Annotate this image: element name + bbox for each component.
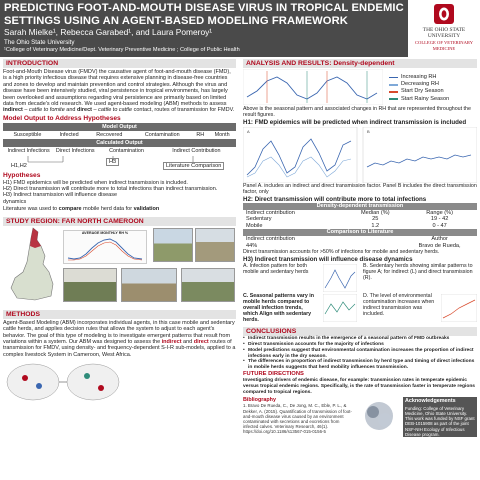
bibliography-heading: Bibliography [243, 397, 276, 404]
acknowledgements-text: Funding: College of Veterinary Medicine, Ohio State University. This work was funded by NSF grant DEB-1015908 as part of the joint NSF-NIH Ecology of Infectious Disease program. [405, 405, 475, 437]
conclusions-heading: CONCLUSIONS [243, 327, 477, 336]
conclusions-list [243, 336, 477, 371]
comparison-note: Direct transmission accounts for >50% of infections for mobile and sedentary herds. [243, 249, 440, 256]
panel-a-plot [323, 264, 357, 292]
methods-text: Agent-Based Modeling (ABM) incorporates individual agents, in this case mobile and sedentary cattle herds, and applies decision rules that allows the system to adjust to each agent's behavior. The goal of this type of modeling is to investigate emergent patterns that result from variations within a system. Our ABM was designed to assess the indirect and direct routes of transmission for FMDV, using density- and frequency-dependent S-I-R sub-models, applied to a complex livestock System in Cameroon, West Africa. [3, 319, 236, 358]
calculated-output-table [3, 147, 236, 155]
panel-c-plot [323, 294, 357, 322]
conclusion-item: • Model predictions suggest that environmental contamination increases the proportion of indirect infections early in the dry season. [243, 348, 477, 360]
seasonal-legend [389, 74, 449, 103]
cmp-value: 44% [246, 242, 258, 249]
panel-d-caption: D. The level of environmental contamination increases when indirect transmission was included. [363, 293, 435, 318]
legend-decreasing-rh: Decreasing RH [389, 81, 449, 88]
output-rh: RH [196, 132, 205, 139]
h2-result-heading: H2: Direct transmission will contribute more to total infections [243, 196, 427, 203]
row-sedentary: Sedentary [246, 216, 272, 223]
legend-start-dry: Start Dry Season [389, 88, 449, 95]
future-heading: FUTURE DIRECTIONS [243, 370, 304, 377]
cmp-col-author: Author [431, 235, 448, 242]
left-column [3, 57, 236, 480]
panel-c-caption: C. Seasonal patterns vary in mobile herds compared to overall infection trends, which Align with sedentary herds. [243, 293, 314, 324]
panel-d-plot [441, 294, 477, 322]
svg-text:A: A [247, 129, 250, 134]
conclusion-item: • Direct transmission accounts for the majority of infections [243, 342, 477, 348]
link-literature: Literature Comparison [163, 162, 224, 170]
h1-panels [243, 127, 477, 183]
hypothesis-links [3, 156, 236, 170]
output-infected: Infected [59, 132, 79, 139]
seasonal-rh-plot [243, 69, 383, 105]
poster-header [0, 0, 480, 57]
landscape-photo-2 [195, 228, 235, 262]
h1-caption: Panel A. includes an indirect and direct transmission factor. Panel B includes the direct transmission factor, only [243, 183, 477, 195]
conclusion-item: • The differences in proportion of indirect transmission by herd type and timing of direct infections in mobile herds suggests that herd mobility influences transmission. [243, 359, 477, 371]
calc-direct-infections: Direct Infections [55, 148, 95, 155]
h3-result-heading: H3) Indirect transmission will influence disease dynamics [243, 256, 413, 264]
study-region-figures [3, 226, 236, 304]
model-output-heading: Model Output to Address Hypotheses [3, 114, 121, 122]
literature-note: Literature was used to compare mobile herd data for validation [3, 206, 160, 213]
density-table-heading: Density-dependent transmission [243, 203, 477, 210]
sedentary-median: 25 [372, 216, 379, 223]
hypothesis-2: H2) Direct transmission will contribute more to total infections than indirect transmission. [3, 186, 218, 193]
output-recovered: Recovered [96, 132, 123, 139]
row-label: Indirect contribution [246, 209, 295, 216]
acknowledgements-heading: Acknowledgements [405, 398, 456, 405]
col-median: Median (%) [360, 209, 390, 216]
calc-contamination: Contamination [109, 148, 144, 155]
h1-result-heading: H1: FMD epidemics will be predicted when indirect transmission is included [243, 119, 467, 126]
output-susceptible: Susceptible [13, 132, 42, 139]
bibliography-ref: 1. Bravo De Rueda, C., De Jong, M. C., Eble, P. L., & Dekker, A. (2015). Quantification of transmission of foot-and-mouth disease virus caused by an environment contaminated with secretions and excretions from infected calves. Veterinary Research, 46(1). https://doi.org/10.1186/s13567-015-0156-5 [243, 403, 352, 435]
cmp-col-contribution: Indirect contribution [246, 235, 295, 242]
logo-university-name: THE OHIO STATE UNIVERSITY [422, 27, 466, 39]
output-contamination: Contamination [144, 132, 180, 139]
legend-swatch [389, 84, 398, 86]
row-mobile: Mobile [246, 222, 263, 229]
legend-increasing-rh: Increasing RH [389, 74, 449, 81]
university-logo [408, 0, 480, 57]
conclusion-item: • Indirect transmission results in the emergence of a seasonal pattern of FMD outbreaks [243, 336, 477, 342]
footer-area [243, 397, 477, 437]
model-output-bar: Model Output [3, 123, 236, 131]
study-region-heading: STUDY REGION: FAR NORTH CAMEROON [3, 217, 236, 226]
author-list: Sarah Mielke¹, Rebecca Garabed¹, and Laura Pomeroy¹ [4, 27, 213, 37]
cattle-photo-1 [63, 268, 117, 302]
calc-indirect-contribution: Indirect Contribution [172, 148, 221, 155]
future-text: Investigating drivers of endemic disease, for example: transmission rates in temperate epidemic versus tropical endemic regions. Specifically, is the rate of transmission faster in temperate regions compared to tropical regions. [243, 377, 476, 395]
cameroon-map [5, 226, 61, 304]
seasonal-caption: Above is the seasonal pattern and associated changes in RH that are represented throughout the result figures. [243, 106, 471, 118]
bibliography [243, 397, 355, 434]
virus-image [357, 397, 401, 435]
legend-swatch [389, 91, 398, 93]
link-h3: H3 [106, 158, 119, 166]
landscape-photo-1 [153, 228, 193, 262]
calculated-output-bar: Calculated Output [3, 139, 236, 147]
h3-panels [243, 263, 477, 325]
seasonal-figure [243, 68, 477, 106]
legend-swatch [389, 77, 398, 79]
institution: The Ohio State University [4, 39, 75, 46]
hypotheses-heading: Hypotheses [3, 171, 41, 179]
density-table [243, 203, 477, 249]
model-output-table [3, 123, 236, 148]
legend-swatch [389, 98, 398, 100]
mobile-median: 1.2 [371, 222, 380, 229]
svg-text:B: B [367, 129, 370, 134]
comparison-heading: Comparison to Literature [243, 229, 477, 236]
monthly-rh-chart [63, 230, 147, 264]
cattle-photo-3 [181, 268, 235, 302]
link-h1-h2: H1,H2 [11, 162, 27, 169]
abm-diagram [3, 360, 236, 404]
rh-chart-plot [64, 236, 148, 264]
cattle-photo-2 [121, 268, 177, 302]
intro-heading: INTRODUCTION [3, 59, 236, 68]
output-month: Month [214, 132, 230, 139]
panel-b-caption: B. Sedentary herds showing similar patterns to figure A; for indirect (L) and direct transmission (R). [363, 263, 473, 282]
rh-chart-title: AVERAGE MONTHLY RH % [81, 230, 129, 235]
block-o-icon [431, 3, 457, 25]
logo-college-name: COLLEGE OF VETERINARY MEDICINE [414, 40, 474, 51]
analysis-heading: ANALYSIS AND RESULTS: Density-dependent [243, 59, 477, 68]
h1-figure [243, 127, 477, 183]
hypothesis-1: H1) FMD epidemics will be predicted when indirect transmission is included. [3, 179, 188, 186]
methods-heading: METHODS [3, 310, 236, 319]
mobile-range: 0 - 47 [432, 222, 447, 229]
legend-start-rainy: Start Rainy Season [389, 96, 449, 103]
department: ¹College of Veterinary Medicine/Dept. Veterinary Preventive Medicine ; College of Public Health [4, 47, 240, 53]
intro-text: Foot-and-Mouth Disease virus (FMDV) the causative agent of foot-and-mouth disease (FMD), is a high priority infectious disease that requires extensive planning in disease-free countries and zones to develop and maintain prevention and control strategies. Although the virus and disease have been intensively studied, viral persistence in tropical environments, has largely been overlooked and assumptions regarding viral persistence are primarily based on limited data from decade's old research. We used agent-based modeling (ABM) methods to assess indirect – cattle to fomite and direct – cattle to cattle contact, routes of transmission for FMDV. [3, 69, 235, 114]
acknowledgements [403, 397, 477, 437]
panel-a-caption: A. Infection pattern for both mobile and sedentary herds [243, 263, 309, 276]
methods-diagram [3, 360, 236, 404]
hypothesis-3: H3) Indirect transmission will influence disease dynamics [3, 192, 118, 205]
calc-indirect-infections: Indirect Infections [7, 148, 50, 155]
col-range: Range (%) [426, 209, 453, 216]
poster-title: PREDICTING FOOT-AND-MOUTH DISEASE VIRUS IN TROPICAL ENDEMIC SETTINGS USING AN AGENT-BASED MODELING FRAMEWORK [4, 2, 404, 27]
sedentary-range: 19 - 42 [430, 216, 449, 223]
right-column [243, 57, 477, 480]
cmp-author: Bravo de Rueda, [418, 242, 461, 249]
